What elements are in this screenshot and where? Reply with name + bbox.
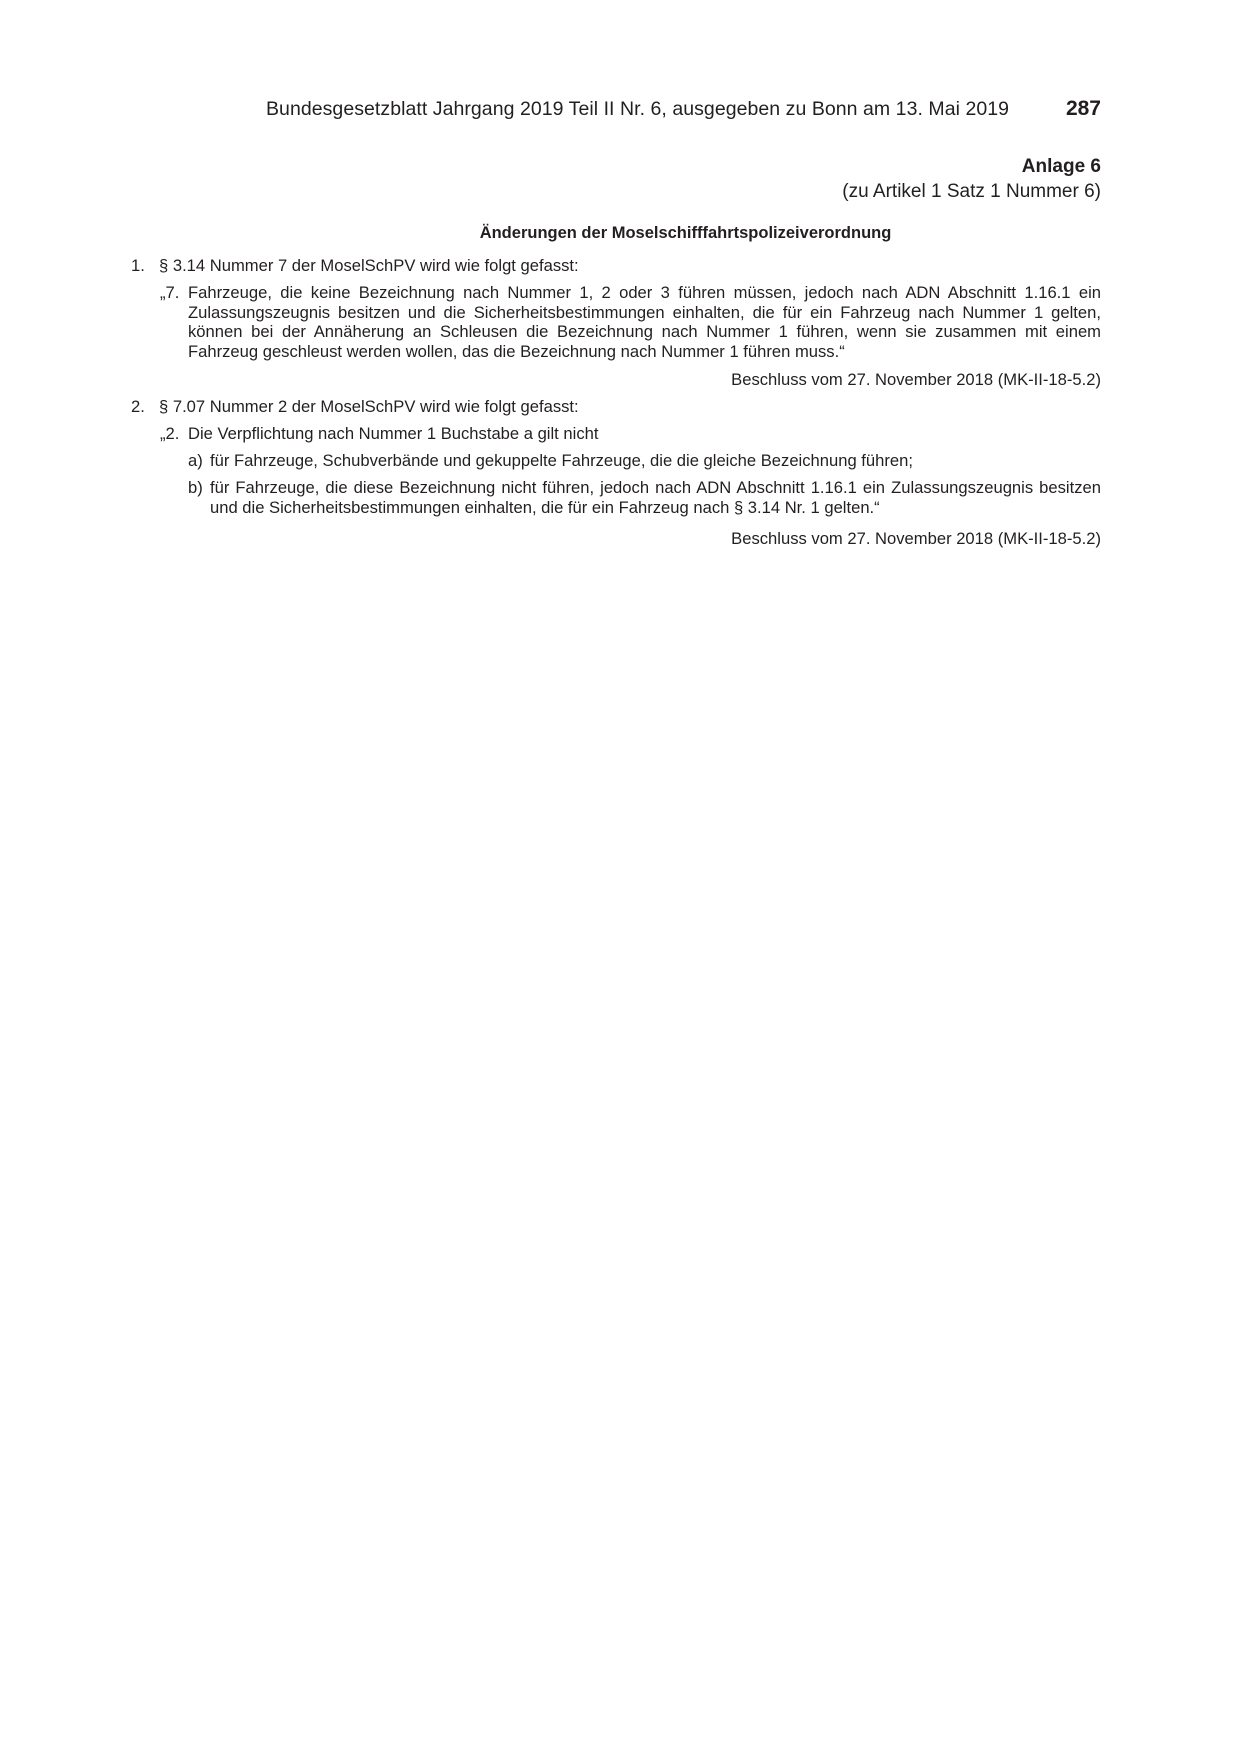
decision-reference: Beschluss vom 27. November 2018 (MK-II-18-5.2) [731, 529, 1101, 548]
running-header [266, 98, 1101, 124]
decision-reference: Beschluss vom 27. November 2018 (MK-II-18-5.2) [731, 370, 1101, 389]
list-item-intro: § 7.07 Nummer 2 der MoselSchPV wird wie folgt gefasst: [159, 397, 579, 416]
list-item-number: 1. [131, 256, 145, 275]
sub-item-marker: b) [188, 478, 203, 497]
sub-item-text: für Fahrzeuge, Schubverbände und gekuppelte Fahrzeuge, die die gleiche Bezeichnung führen; [210, 451, 913, 470]
quoted-paragraph [160, 283, 1101, 361]
sub-item-marker: a) [188, 451, 203, 470]
sub-item [188, 478, 1101, 517]
quoted-paragraph [160, 424, 1101, 444]
annex-heading [842, 154, 1101, 204]
running-title: Bundesgesetzblatt Jahrgang 2019 Teil II Nr. 6, ausgegeben zu Bonn am 13. Mai 2019 [266, 98, 1010, 120]
annex-reference: (zu Artikel 1 Satz 1 Nummer 6) [842, 181, 1101, 202]
list-item-intro: § 3.14 Nummer 7 der MoselSchPV wird wie folgt gefasst: [159, 256, 579, 275]
list-item-number: 2. [131, 397, 145, 416]
quote-marker: „7. [160, 283, 180, 302]
sub-item [188, 451, 1101, 471]
quote-marker: „2. [160, 424, 180, 443]
annex-title: Anlage 6 [1021, 156, 1101, 177]
page-number: 287 [1065, 97, 1101, 120]
document-title: Änderungen der Moselschifffahrtspolizeiverordnung [479, 224, 892, 242]
sub-item-text: für Fahrzeuge, die diese Bezeichnung nicht führen, jedoch nach ADN Abschnitt 1.16.1 ein Zulassungszeugnis besitzen und die Sicherheitsbestimmungen einhalten, die für ein Fahrzeug nach § 3.14 Nr. 1 gelten.“ [210, 478, 1101, 517]
quote-text: Die Verpflichtung nach Nummer 1 Buchstabe a gilt nicht [188, 424, 599, 443]
quote-text: Fahrzeuge, die keine Bezeichnung nach Nummer 1, 2 oder 3 führen müssen, jedoch nach ADN Abschnitt 1.16.1 ein Zulassungszeugnis besitzen und die Sicherheitsbestimmungen einhalten, die für ein Fahrzeug nach Nummer 1 gelten, können bei der Annäherung an Schleusen die Bezeichnung nach Nummer 1 führen, wenn sie zusammen mit einem Fahrzeug geschleust werden wollen, das die Bezeichnung nach Nummer 1 führen muss.“ [188, 283, 1101, 361]
